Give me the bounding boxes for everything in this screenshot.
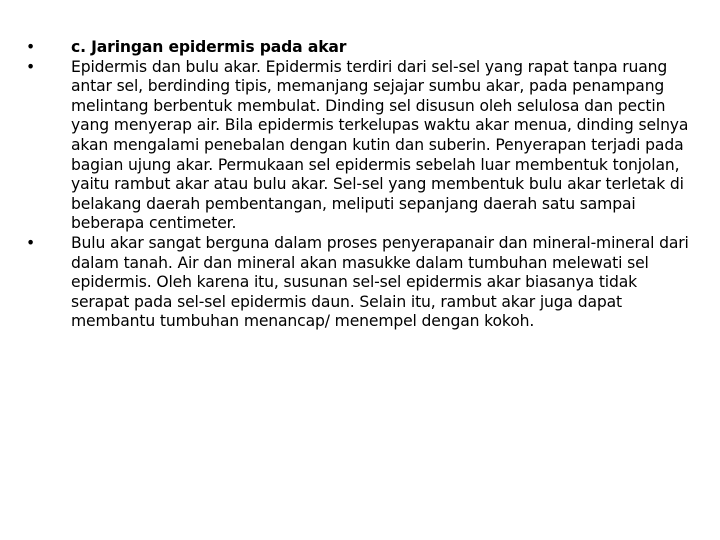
- bullet-dot-icon: •: [26, 57, 36, 76]
- bullet-item-heading: [26, 38, 692, 58]
- bullet-dot-icon: •: [26, 233, 36, 252]
- paragraph-text: Bulu akar sangat berguna dalam proses penyerapanair dan mineral-mineral dari dalam tanah. Air dan mineral akan masukke dalam tumbuhan melewati sel epidermis. Oleh karena itu, susunan sel-sel epidermis akar biasanya tidak serapat pada sel-sel epidermis daun. Selain itu, rambut akar juga dapat membantu tumbuhan menancap/ menempel dengan kokoh.: [71, 233, 689, 331]
- bullet-item-epidermis: [26, 58, 692, 234]
- bullet-list: [26, 38, 692, 332]
- bullet-dot-icon: •: [26, 38, 36, 56]
- bullet-item-bulu-akar: [26, 234, 692, 332]
- heading-text: c. Jaringan epidermis pada akar: [71, 38, 347, 56]
- paragraph-text: Epidermis dan bulu akar. Epidermis terdiri dari sel-sel yang rapat tanpa ruang antar sel, berdinding tipis, memanjang sejajar sumbu akar, pada penampang melintang berbentuk membulat. Dinding sel disusun oleh selulosa dan pectin yang menyerap air. Bila epidermis terkelupas waktu akar menua, dinding selnya akan mengalami penebalan dengan kutin dan suberin. Penyerapan terjadi pada bagian ujung akar. Permukaan sel epidermis sebelah luar membentuk tonjolan, yaitu rambut akar atau bulu akar. Sel-sel yang membentuk bulu akar terletak di belakang daerah pembentangan, meliputi sepanjang daerah satu sampai beberapa centimeter.: [71, 57, 689, 233]
